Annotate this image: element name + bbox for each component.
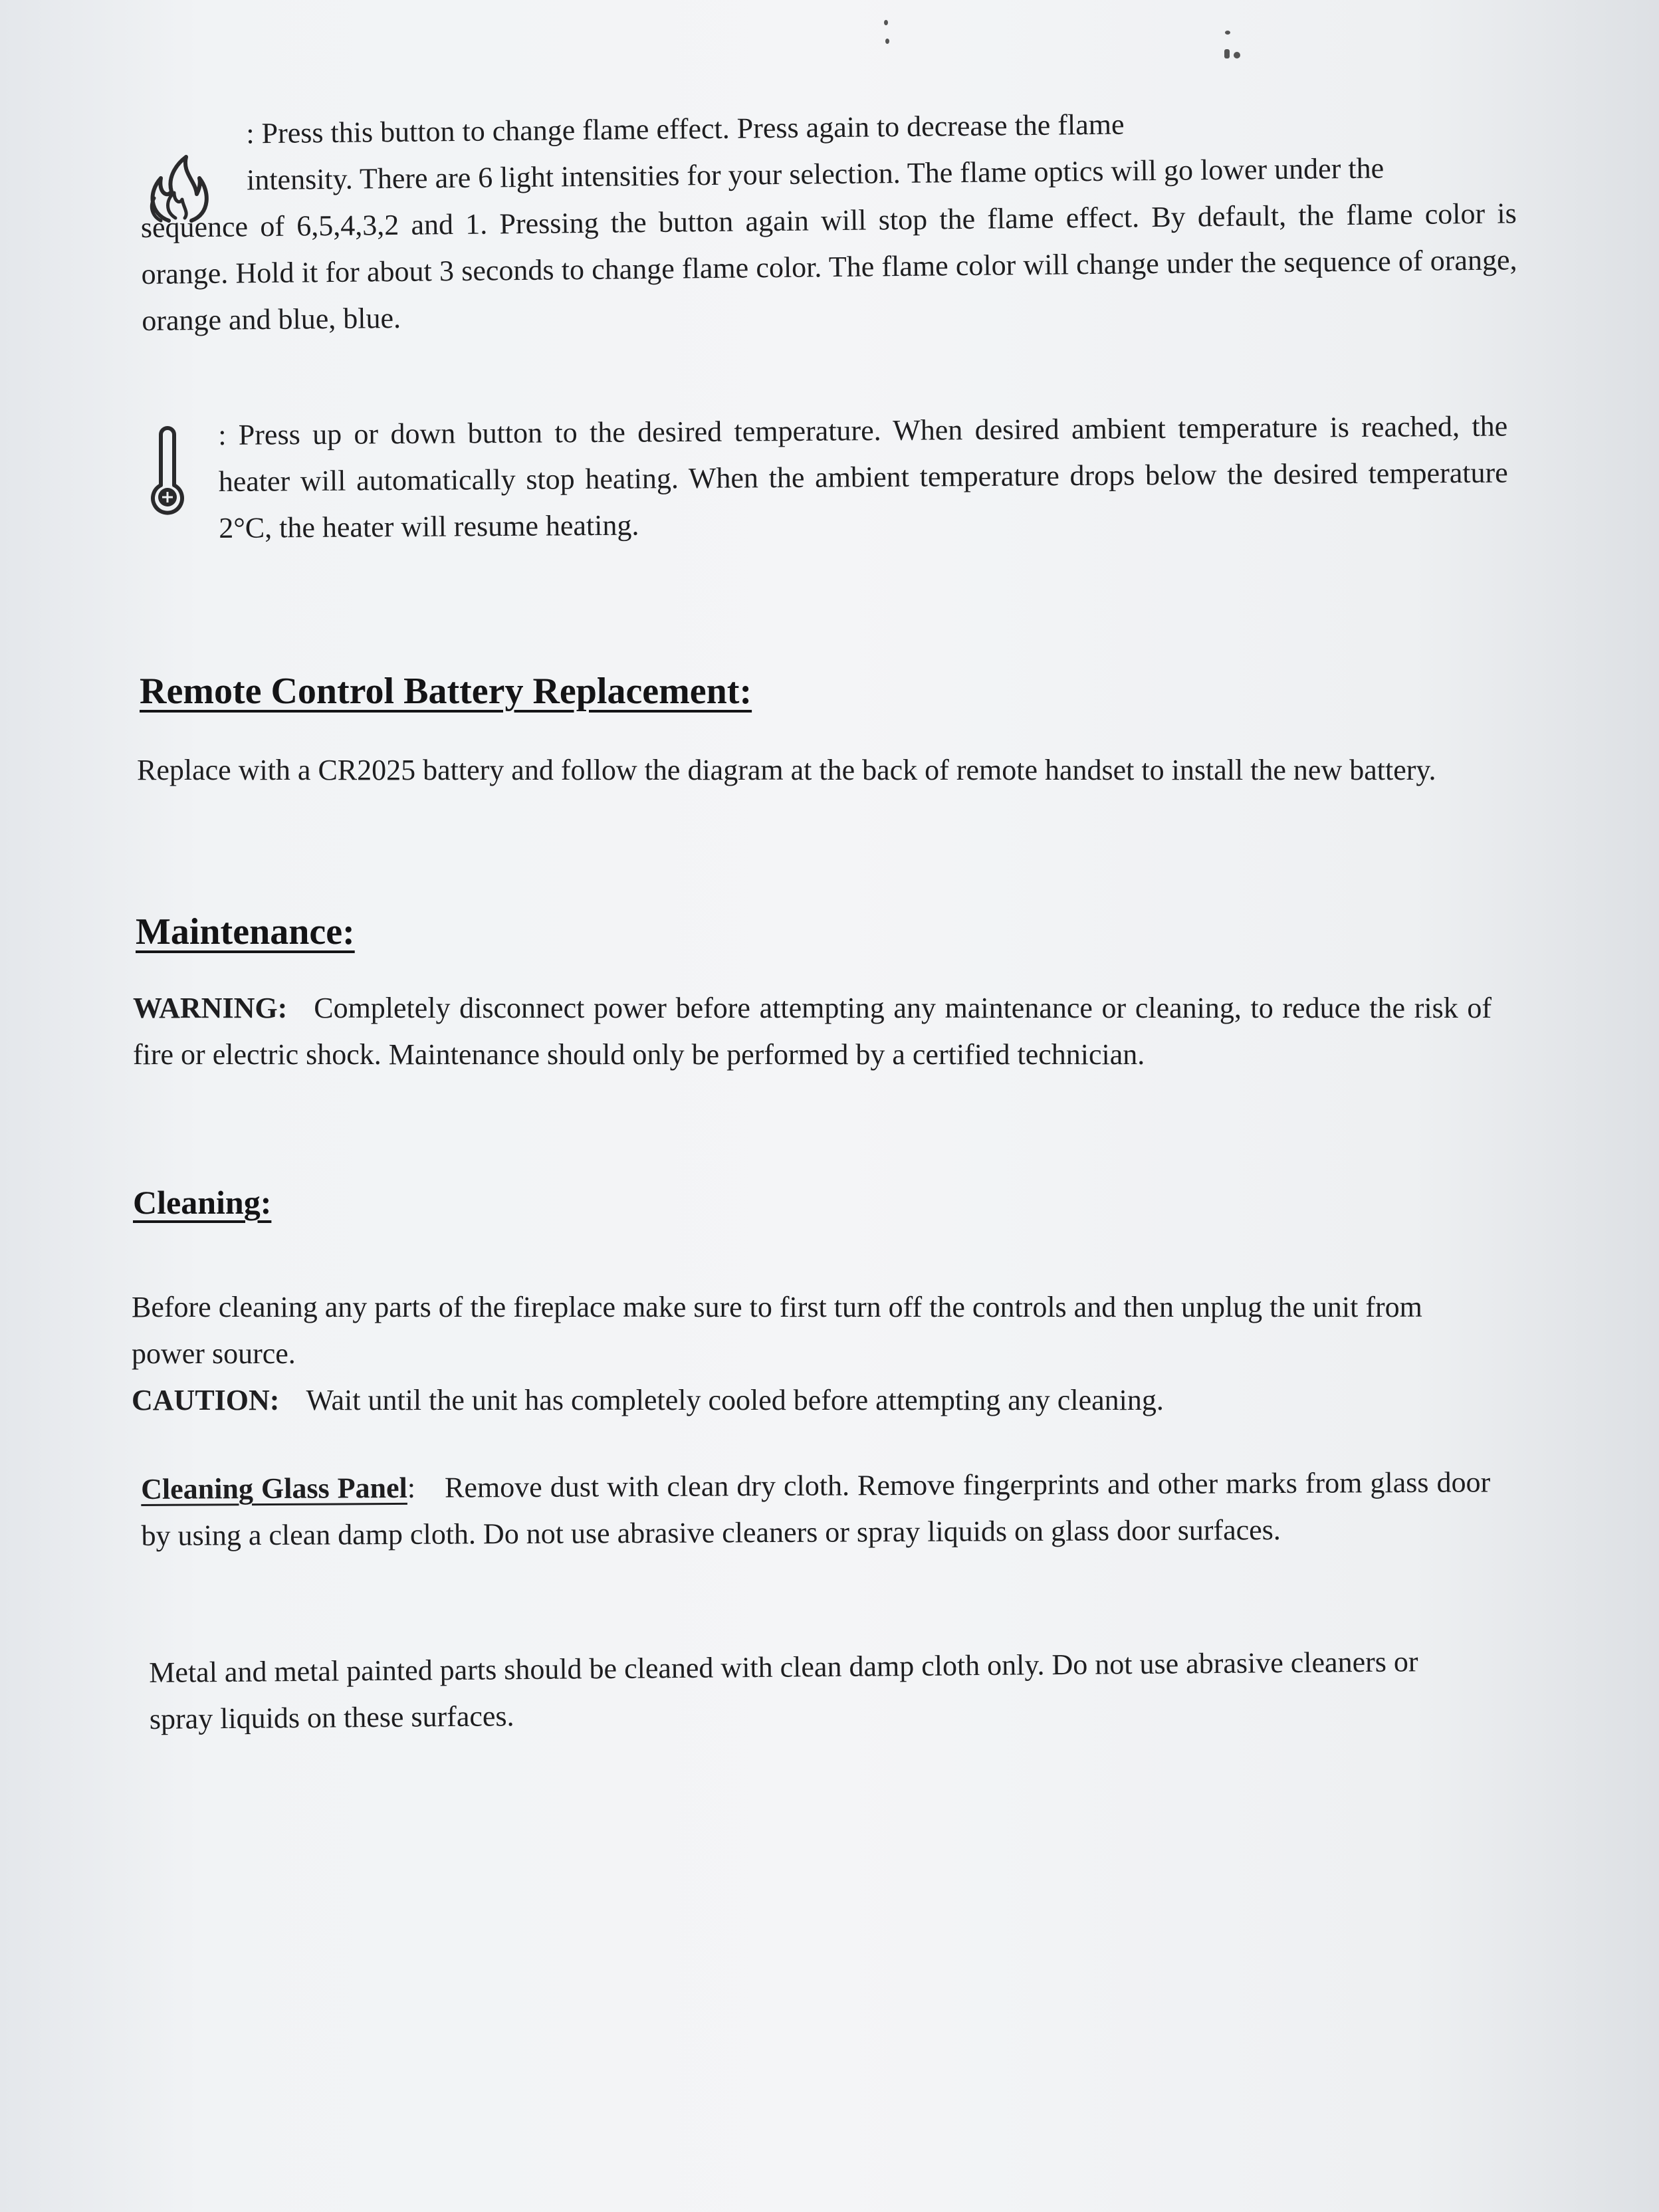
paper-mark bbox=[884, 20, 888, 25]
warning-label: WARNING: bbox=[133, 992, 288, 1024]
flame-button-description bbox=[140, 97, 1518, 344]
flame-text-rest: sequence of 6,5,4,3,2 and 1. Pressing the button again will stop the flame effect. By default, the flame color is orange. Hold it for about 3 seconds to change flame color. The flame color will change under the sequence of orange, orange and blue, blue. bbox=[140, 197, 1517, 337]
maintenance-warning-block bbox=[133, 985, 1492, 1078]
battery-text-block bbox=[137, 747, 1506, 794]
cleaning-heading: Cleaning: bbox=[133, 1184, 272, 1221]
caution-paragraph bbox=[132, 1377, 1494, 1424]
metal-text: Metal and metal painted parts should be cleaned with clean damp cloth only. Do not use abrasive cleaners or spray liquids on these surfaces. bbox=[149, 1645, 1418, 1735]
caution-text: Wait until the unit has completely cooled before attempting any cleaning. bbox=[306, 1384, 1164, 1416]
paper-mark bbox=[1225, 31, 1230, 35]
glass-colon: : bbox=[407, 1471, 416, 1504]
paper-mark bbox=[1234, 52, 1240, 58]
glass-label: Cleaning Glass Panel bbox=[141, 1471, 407, 1505]
battery-heading: Remote Control Battery Replacement: bbox=[140, 671, 752, 712]
temperature-text: : Press up or down button to the desired temperature. When desired ambient temperature is reached, the heater will automatically stop heating. When the ambient temperature drops below the desired temperature 2°C, the heater will resume heating. bbox=[218, 409, 1508, 544]
flame-text-line-1: : Press this button to change flame effect. Press again to decrease the flame bbox=[246, 108, 1125, 150]
paper-mark bbox=[1224, 49, 1230, 58]
warning-text: Completely disconnect power before attempting any maintenance or cleaning, to reduce the risk of fire or electric shock. Maintenance should only be performed by a certified technician. bbox=[133, 992, 1492, 1071]
paper-mark bbox=[885, 39, 889, 44]
cleaning-text-block bbox=[132, 1284, 1494, 1424]
thermometer-icon bbox=[148, 425, 187, 518]
glass-paragraph bbox=[141, 1459, 1491, 1559]
metal-cleaning-block bbox=[149, 1638, 1486, 1743]
cleaning-text: Before cleaning any parts of the fireplace make sure to first turn off the controls and then unplug the unit from power source. bbox=[132, 1291, 1422, 1370]
temperature-button-description bbox=[218, 403, 1508, 552]
glass-text: Remove dust with clean dry cloth. Remove fingerprints and other marks from glass door by using a clean damp cloth. Do not use abrasive cleaners or spray liquids on glass door surfaces. bbox=[141, 1466, 1491, 1552]
maintenance-warning-paragraph bbox=[133, 985, 1492, 1078]
battery-text: Replace with a CR2025 battery and follow the diagram at the back of remote handset to install the new battery. bbox=[137, 754, 1436, 786]
flame-text-line-2: intensity. There are 6 light intensities for your selection. The flame optics will go lower under the bbox=[246, 152, 1384, 197]
caution-label: CAUTION: bbox=[132, 1384, 280, 1416]
maintenance-heading: Maintenance: bbox=[136, 911, 355, 952]
glass-cleaning-block bbox=[141, 1459, 1491, 1559]
